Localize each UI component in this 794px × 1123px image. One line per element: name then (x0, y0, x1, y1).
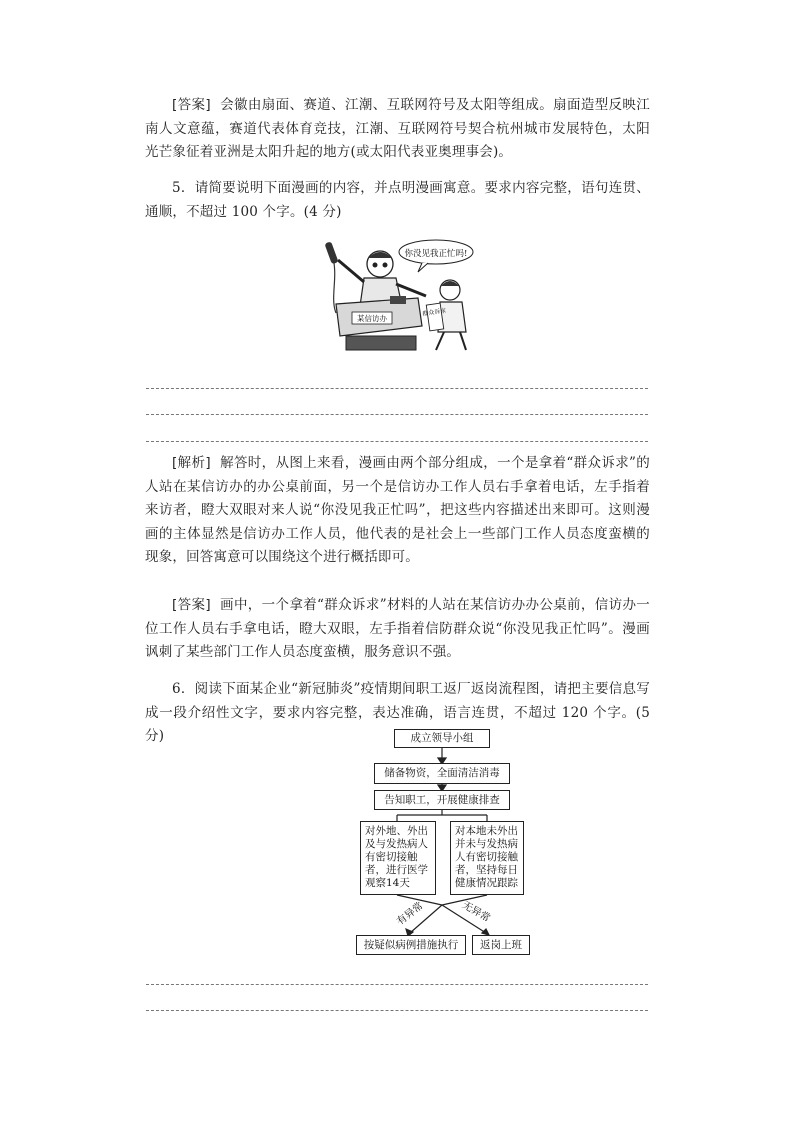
answer-tag: [答案] (172, 597, 211, 613)
answer-line (146, 414, 648, 415)
flow-step-3: 告知职工，开展健康排查 (374, 790, 510, 810)
flow-branch-right: 对本地未外出并未与发热病人有密切接触者，坚持每日健康情况跟踪 (450, 821, 524, 895)
answer-text: 画中，一个拿着“群众诉求”材料的人站在某信访办办公桌前，信访办一位工作人员右手拿电话，瞪大双眼，左手指着信防群众说“你没见我正忙吗”。漫画讽刺了某些部门工作人员态度蛮横，服务意识不强。 (145, 597, 651, 660)
analysis-tag: [解析] (172, 455, 211, 471)
question-6: 6．阅读下面某企业“新冠肺炎”疫情期间职工返厂返岗流程图，请把主要信息写成一段介绍性文字，要求内容完整，表达准确，语言连贯，不超过 120 个字。(5 分) (145, 681, 650, 744)
answer-text: 会徽由扇面、赛道、江潮、互联网符号及太阳等组成。扇面造型反映江南人文意蕴，赛道代表体育竞技，江潮、互联网符号契合杭州城市发展特色，太阳光芒象征着亚洲是太阳升起的地方(或太阳代表亚奥理事会)。 (145, 97, 651, 160)
question-5: 5．请简要说明下面漫画的内容，并点明漫画寓意。要求内容完整，语句连贯、通顺，不超过 100 个字。(4 分) (145, 180, 650, 220)
label-normal: 无异常 (460, 899, 492, 925)
speech-bubble-text: 你没见我正忙吗! (404, 249, 468, 259)
flow-step-2: 储备物资，全面清洁消毒 (374, 763, 510, 784)
flowchart (352, 727, 532, 957)
answer-tag: [答案] (172, 97, 211, 113)
answer-paragraph-1 (145, 94, 650, 165)
analysis-paragraph (145, 452, 650, 570)
flow-step-1: 成立领导小组 (394, 729, 490, 748)
desk-sign-text: 某信访办 (357, 314, 387, 323)
answer-line (146, 441, 648, 442)
cartoon-illustration (322, 238, 474, 356)
petition-paper-text: 群众诉求 (421, 307, 447, 318)
flow-outcome-right: 返岗上班 (472, 935, 530, 955)
answer-line (146, 388, 648, 389)
answer-line (146, 984, 648, 985)
analysis-text: 解答时，从图上来看，漫画由两个部分组成，一个是拿着“群众诉求”的人站在某信访办的办公桌前面，另一个是信访办工作人员右手拿着电话，左手指着来访者，瞪大双眼对来人说“你没见我正忙吗”，把这些内容描述出来即可。这则漫画的主体显然是信访办工作人员，他代表的是社会上一些部门工作人员态度蛮横的现象，回答寓意可以围绕这个进行概括即可。 (145, 455, 651, 565)
flow-outcome-left: 按疑似病例措施执行 (356, 935, 466, 955)
label-abnormal: 有异常 (395, 900, 426, 928)
answer-paragraph-2 (145, 594, 650, 665)
flow-branch-left: 对外地、外出及与发热病人有密切接触者，进行医学观察14天 (360, 821, 436, 895)
answer-line (146, 1010, 648, 1011)
